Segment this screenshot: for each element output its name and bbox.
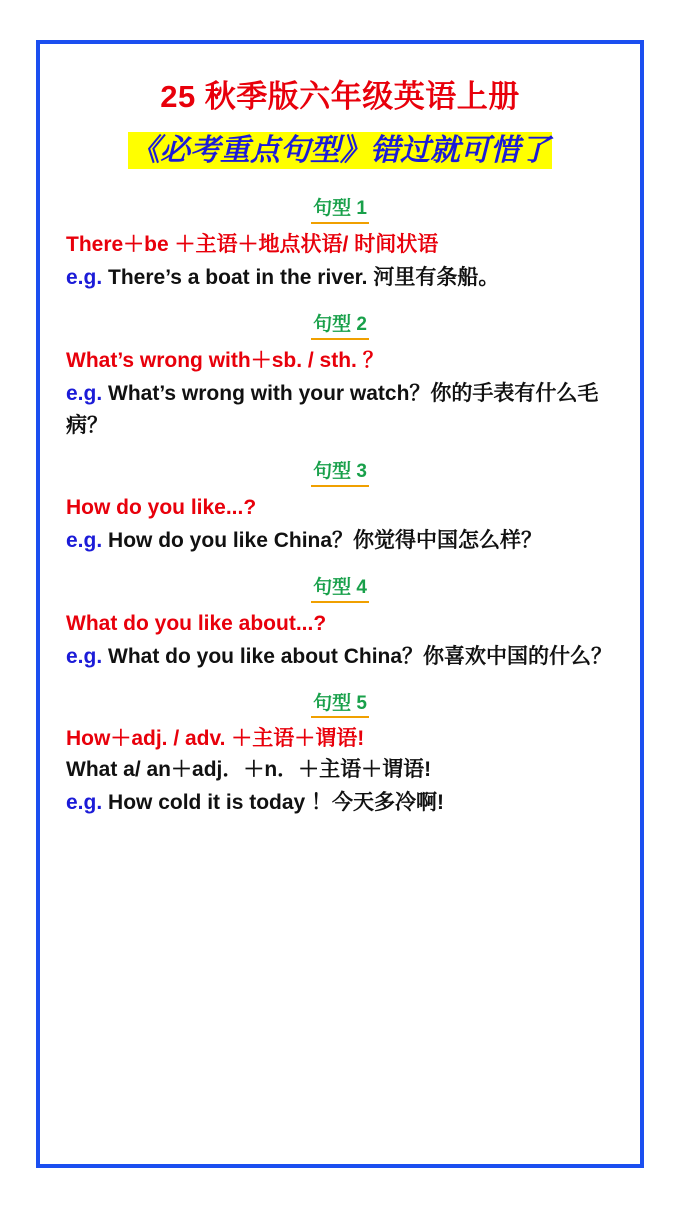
example-text: There’s a boat in the river. 河里有条船。 <box>108 266 500 290</box>
section-heading: 句型 5 <box>311 693 369 719</box>
section-pattern: What’s wrong with＋sb. / sth. ？ <box>66 348 384 372</box>
section-3 <box>66 461 614 557</box>
section-example <box>66 787 614 819</box>
page-title-line-2-wrapper <box>66 129 614 173</box>
section-heading: 句型 3 <box>311 461 369 487</box>
example-label: e.g. <box>66 645 103 669</box>
section-pattern: There＋be ＋主语＋地点状语/ 时间状语 <box>66 233 439 257</box>
section-heading: 句型 1 <box>311 198 369 224</box>
section-example <box>66 641 614 673</box>
section-1 <box>66 198 614 294</box>
section-4-heading-wrapper <box>66 577 614 603</box>
section-2-heading-wrapper <box>66 314 614 340</box>
section-pattern-alt: What a/ an＋adj．＋n．＋主语＋谓语! <box>66 757 432 781</box>
section-1-heading-wrapper <box>66 198 614 224</box>
poster-content <box>40 44 640 829</box>
page-title-line-1: 25 秋季版六年级英语上册 <box>160 79 520 114</box>
section-pattern: How do you like...? <box>66 496 257 520</box>
poster-card <box>36 40 644 1168</box>
section-pattern: How＋adj. / adv. ＋主语＋谓语! <box>66 727 365 751</box>
page-title-line-2: 《必考重点句型》错过就可惜了 <box>130 133 550 167</box>
example-label: e.g. <box>66 791 103 815</box>
section-4 <box>66 577 614 673</box>
section-heading: 句型 4 <box>311 577 369 603</box>
section-example <box>66 262 614 294</box>
section-pattern: What do you like about...? <box>66 611 327 635</box>
section-5-heading-wrapper <box>66 693 614 719</box>
example-label: e.g. <box>66 382 103 406</box>
section-2 <box>66 314 614 441</box>
example-text: How cold it is today ！今天多冷啊! <box>108 791 445 815</box>
section-example <box>66 525 614 557</box>
section-example <box>66 378 614 441</box>
section-heading: 句型 2 <box>311 314 369 340</box>
section-3-heading-wrapper <box>66 461 614 487</box>
example-text: What’s wrong with your watch？你的手表有什么毛病？ <box>66 382 599 437</box>
example-label: e.g. <box>66 529 103 553</box>
example-text: How do you like China？你觉得中国怎么样？ <box>108 529 543 553</box>
section-5 <box>66 693 614 819</box>
example-label: e.g. <box>66 266 103 290</box>
example-text: What do you like about China？你喜欢中国的什么？ <box>108 645 613 669</box>
